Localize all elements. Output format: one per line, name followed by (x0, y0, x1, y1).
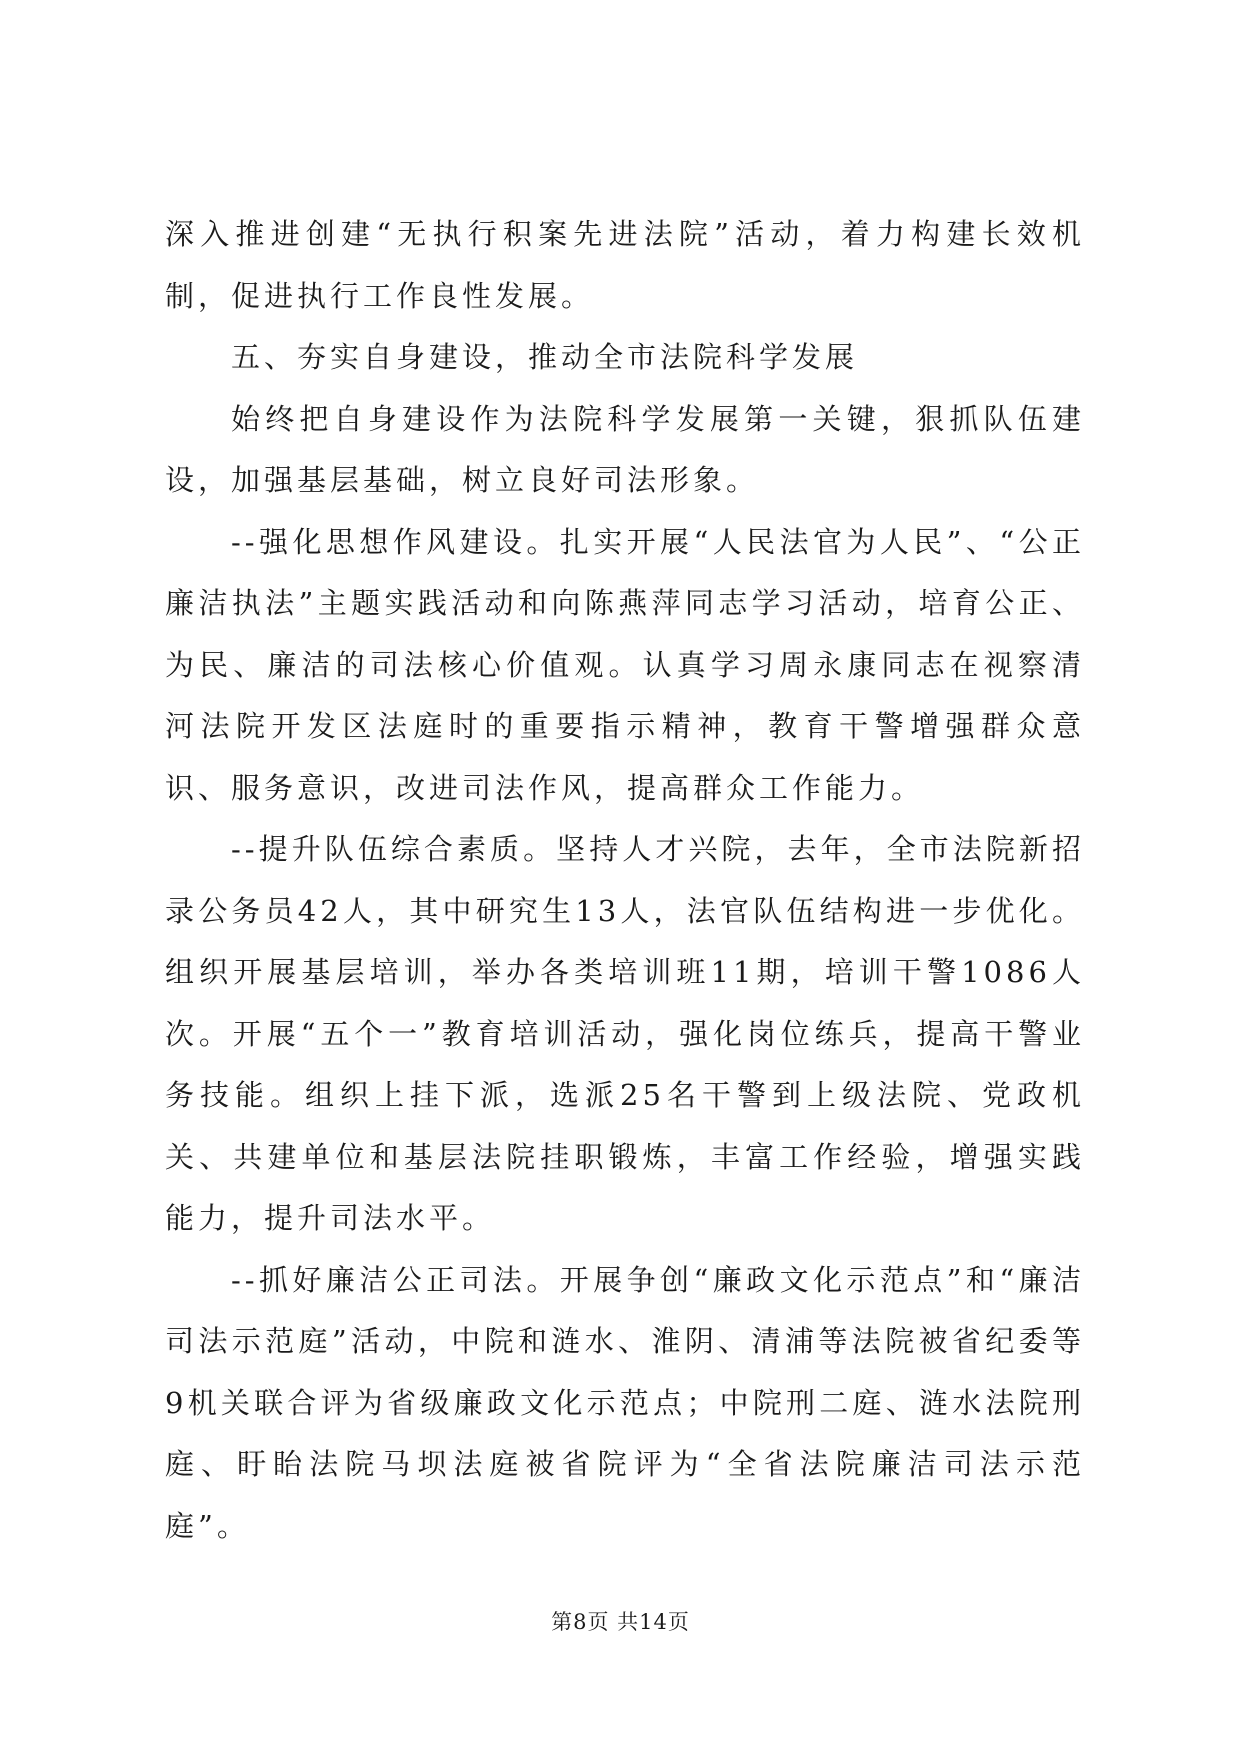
paragraph-style-building: --强化思想作风建设。扎实开展“人民法官为人民”、“公正廉洁执法”主题实践活动和向陈燕萍同志学习活动，培育公正、为民、廉洁的司法核心价值观。认真学习周永康同志在视察清河法院开发区法庭时的重要指示精神，教育干警增强群众意识、服务意识，改进司法作风，提高群众工作能力。 (165, 524, 1085, 805)
paragraph-team-quality: --提升队伍综合素质。坚持人才兴院，去年，全市法院新招录公务员42人，其中研究生13人，法官队伍结构进一步优化。组织开展基层培训，举办各类培训班11期，培训干警1086人次。开展“五个一”教育培训活动，强化岗位练兵，提高干警业务技能。组织上挂下派，选派25名干警到上级法院、党政机关、共建单位和基层法院挂职锻炼，丰富工作经验，增强实践能力，提升司法水平。 (165, 832, 1085, 1235)
paragraph-continuation: 深入推进创建“无执行积案先进法院”活动，着力构建长效机制，促进执行工作良性发展。 (165, 217, 1085, 313)
page-footer (0, 1606, 1241, 1636)
paragraph-intro: 始终把自身建设作为法院科学发展第一关键，狠抓队伍建设，加强基层基础，树立良好司法形象。 (165, 401, 1085, 497)
section-heading: 五、夯实自身建设，推动全市法院科学发展 (231, 340, 859, 374)
document-body (165, 204, 1085, 1557)
paragraph-integrity: --抓好廉洁公正司法。开展争创“廉政文化示范点”和“廉洁司法示范庭”活动，中院和涟水、淮阴、清浦等法院被省纪委等9机关联合评为省级廉政文化示范点；中院刑二庭、涟水法院刑庭、盱眙法院马坝法庭被省院评为“全省法院廉洁司法示范庭”。 (165, 1262, 1085, 1543)
page-number: 第8页 共14页 (551, 1610, 690, 1634)
